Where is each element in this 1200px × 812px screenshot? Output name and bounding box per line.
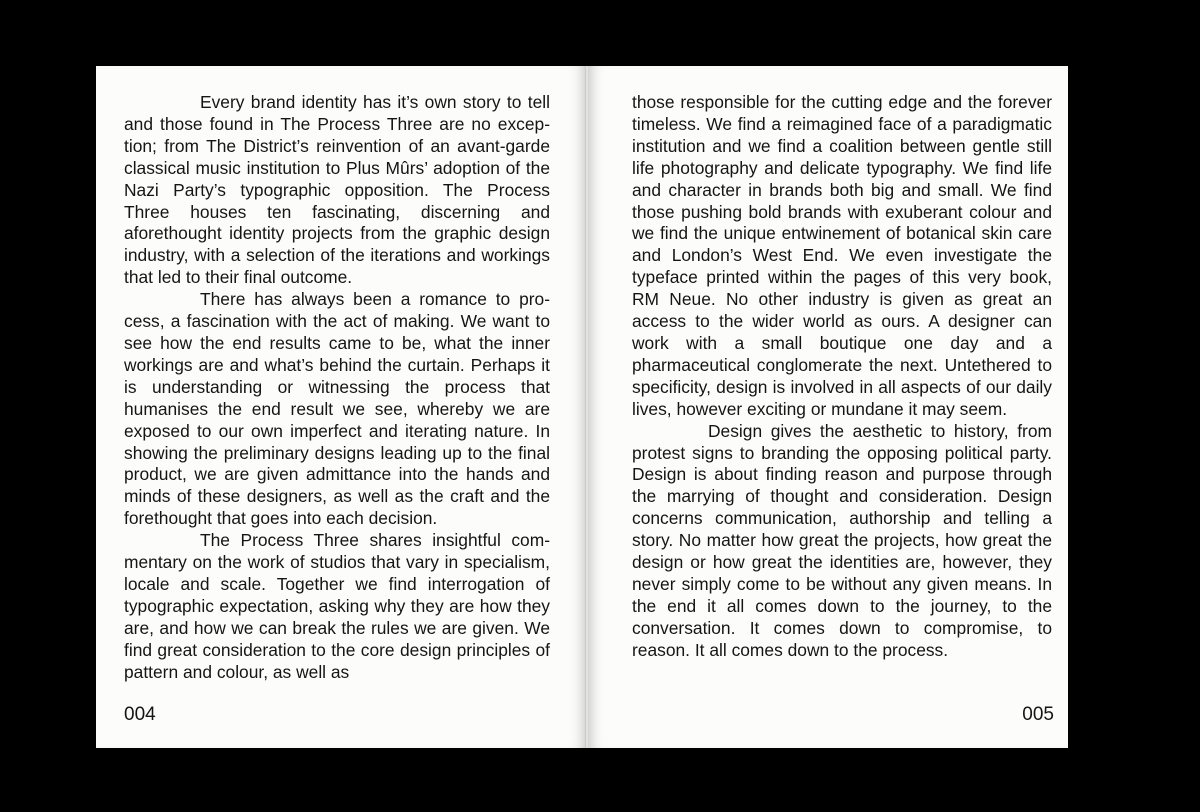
right-page <box>588 66 1068 748</box>
paragraph: The Process Three shares insightful commentary on the work of studios that vary in specialism, locale and scale. Together we find interrogation of typographic expectation, asking why they are how they are, and how we can break the rules we are given. We find great consideration to the core design principles of pattern and colour, as well as <box>124 530 550 682</box>
page-number: 004 <box>124 704 156 725</box>
paragraph: Every brand identity has it’s own story to tell and those found in The Process Three are no exception; from The District’s reinvention of an avant-garde classical music institution to Plus Mûrs’ adoption of the Nazi Party’s typographic opposition. The Process Three houses ten fascinating, discerning and aforethought identity projects from the graphic design industry, with a selection of the iterations and workings that led to their final outcome. <box>124 92 550 288</box>
book-spread <box>96 66 1068 748</box>
left-page <box>96 66 586 748</box>
paragraph: those responsible for the cutting edge and the forever timeless. We find a reimagined face of a paradigmatic institution and we find a coalition between gentle still life photography and delicate typography. We find life and character in brands both big and small. We find those pushing bold brands with exuberant colour and we find the unique entwinement of botanical skin care and London’s West End. We even investigate the typeface printed within the pages of this very book, RM Neue. No other industry is given as great an access to the wider world as ours. A designer can work with a small boutique one day and a pharmaceutical conglomerate the next. Untethered to specificity, design is involved in all aspects of our daily lives, however exciting or mundane it may seem. <box>632 92 1052 419</box>
left-page-body <box>124 92 550 683</box>
page-number: 005 <box>1022 704 1054 725</box>
right-page-body <box>632 92 1052 662</box>
paragraph: There has always been a romance to process, a fascination with the act of making. We want to see how the end results came to be, what the inner workings are and what’s behind the curtain. Perhaps it is understanding or witnessing the process that humanises the end result we see, whereby we are exposed to our own imperfect and iterating nature. In showing the preliminary designs leading up to the final product, we are given admittance into the hands and minds of these designers, as well as the craft and the forethought that goes into each decision. <box>124 289 550 529</box>
paragraph: Design gives the aesthetic to history, from protest signs to branding the opposing political party. Design is about finding reason and purpose through the marrying of thought and consideration. Design concerns communication, authorship and telling a story. No matter how great the projects, how great the design or how great the identities are, however, they never simply come to be without any given means. In the end it all comes down to the journey, to the conversation. It comes down to compromise, to reason. It all comes down to the process. <box>632 420 1052 660</box>
